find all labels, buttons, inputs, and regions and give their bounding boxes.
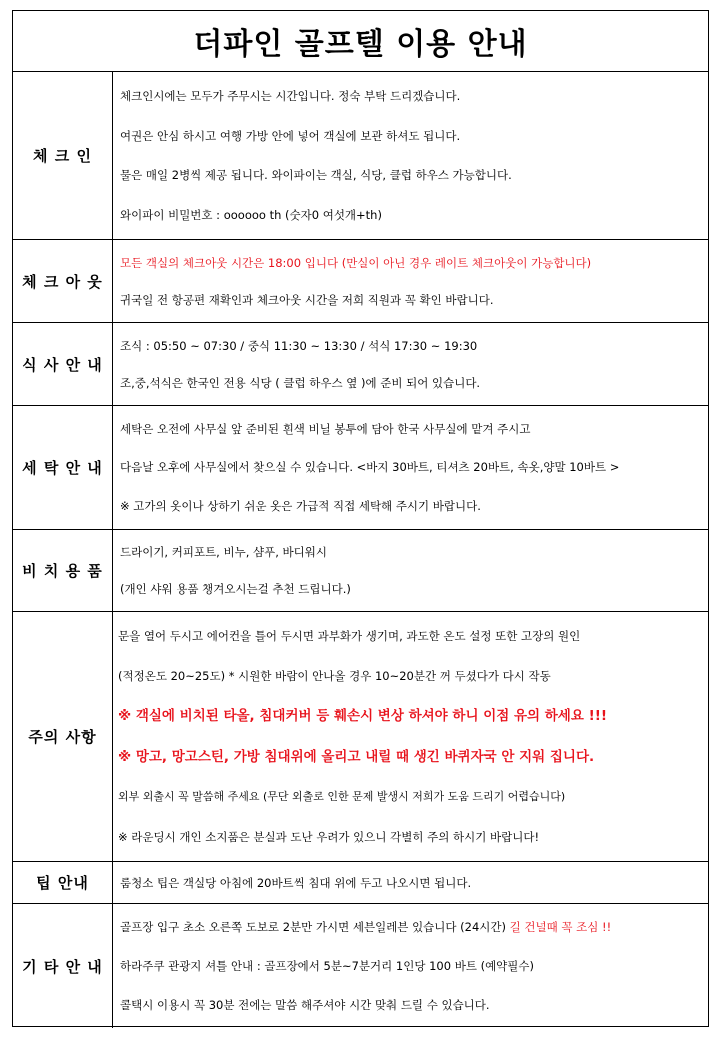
caution-line: 문을 열어 두시고 에어컨을 틀어 두시면 과부화가 생기며, 과도한 온도 설정 또한 고장의 원인	[118, 629, 581, 644]
section-content-checkin	[113, 72, 708, 239]
caution-line: 외부 외출시 꼭 말씀해 주세요 (무단 외출로 인한 문제 발생시 저희가 도움 드리기 어렵습니다)	[118, 789, 566, 803]
section-label-etc: 기 타 안 내	[13, 904, 113, 1028]
wifi-password-line: 와이파이 비밀번호 : oooooo th (숫자0 여섯개+th)	[120, 208, 382, 223]
section-label-laundry: 세 탁 안 내	[13, 406, 113, 529]
page-title: 더파인 골프텔 이용 안내	[13, 11, 708, 72]
laundry-price-line: 다음날 오후에 사무실에서 찾으실 수 있습니다. <바지 30바트, 티셔츠 20바트, 속옷,양말 10바트 >	[120, 460, 620, 475]
section-content-tip	[113, 862, 708, 903]
guide-sheet	[12, 10, 709, 1027]
tip-line: 룸청소 팁은 객실당 아침에 20바트씩 침대 위에 두고 나오시면 됩니다.	[120, 875, 472, 890]
laundry-line: 세탁은 오전에 사무실 앞 준비된 흰색 비닐 봉투에 담아 한국 사무실에 맡겨 주시고	[120, 422, 531, 437]
caution-warning-line: ※ 객실에 비치된 타올, 침대커버 등 훼손시 변상 하셔야 하니 이점 유의 하세요 !!!	[118, 708, 608, 725]
section-checkout	[13, 240, 708, 323]
caution-line: (적정온도 20~25도) * 시원한 바람이 안나올 경우 10~20분간 꺼 두셨다가 다시 작동	[118, 669, 551, 684]
section-amenities	[13, 530, 708, 612]
caution-warning-line: ※ 망고, 망고스틴, 가방 침대위에 올리고 내릴 때 생긴 바퀴자국 안 지워 집니다.	[118, 748, 595, 765]
caution-line: ※ 라운딩시 개인 소지품은 분실과 도난 우려가 있으니 각별히 주의 하시기 바랍니다!	[118, 829, 540, 844]
section-etc	[13, 904, 708, 1028]
section-caution	[13, 612, 708, 862]
laundry-note-line: ※ 고가의 옷이나 상하기 쉬운 옷은 가급적 직접 세탁해 주시기 바랍니다.	[120, 498, 481, 513]
section-content-amenities	[113, 530, 708, 611]
section-label-meal: 식 사 안 내	[13, 323, 113, 405]
amenities-line: 드라이기, 커피포트, 비누, 샴푸, 바디워시	[120, 545, 327, 560]
section-label-checkout: 체 크 아 웃	[13, 240, 113, 322]
meal-hours-line: 조식 : 05:50 ~ 07:30 / 중식 11:30 ~ 13:30 / 석식 17:30 ~ 19:30	[120, 338, 478, 353]
etc-line	[120, 919, 708, 935]
section-checkin	[13, 72, 708, 240]
section-label-tip: 팁 안내	[13, 862, 113, 903]
meal-line: 조,중,석식은 한국인 전용 식당 ( 클럽 하우스 옆 )에 준비 되어 있습니다.	[120, 375, 481, 390]
section-tip	[13, 862, 708, 904]
etc-taxi-line: 콜택시 이용시 꼭 30분 전에는 말씀 해주셔야 시간 맞춰 드릴 수 있습니다.	[120, 997, 490, 1012]
section-label-amenities: 비 치 용 품	[13, 530, 113, 611]
checkout-time-line: 모든 객실의 체크아웃 시간은 18:00 입니다 (만실이 아닌 경우 레이트 체크아웃이 가능합니다)	[120, 255, 592, 270]
etc-store-text: 골프장 입구 초소 오른쪽 도보로 2분만 가시면 세븐일레븐 있습니다 (24시간)	[120, 920, 506, 935]
section-content-laundry	[113, 406, 708, 529]
section-meal	[13, 323, 708, 406]
checkout-line: 귀국일 전 항공편 재확인과 체크아웃 시간을 저희 직원과 꼭 확인 바랍니다.	[120, 292, 494, 307]
section-content-caution	[113, 612, 708, 861]
section-label-caution: 주의 사항	[13, 612, 113, 861]
checkin-line: 여권은 안심 하시고 여행 가방 안에 넣어 객실에 보관 하셔도 됩니다.	[120, 128, 461, 143]
section-content-checkout	[113, 240, 708, 322]
etc-shuttle-line: 하라주쿠 관광지 셔틀 안내 : 골프장에서 5분~7분거리 1인당 100 바트 (예약필수)	[120, 958, 534, 973]
checkin-line: 물은 매일 2병씩 제공 됩니다. 와이파이는 객실, 식당, 클럽 하우스 가능합니다.	[120, 168, 512, 183]
section-content-meal	[113, 323, 708, 405]
section-label-checkin: 체 크 인	[13, 72, 113, 239]
amenities-note-line: (개인 샤워 용품 챙겨오시는걸 추천 드립니다.)	[120, 581, 351, 596]
checkin-line: 체크인시에는 모두가 주무시는 시간입니다. 정숙 부탁 드리겠습니다.	[120, 88, 461, 103]
section-laundry	[13, 406, 708, 530]
etc-warning-text: 길 건널때 꼭 조심 !!	[509, 920, 612, 935]
section-content-etc	[113, 904, 708, 1028]
